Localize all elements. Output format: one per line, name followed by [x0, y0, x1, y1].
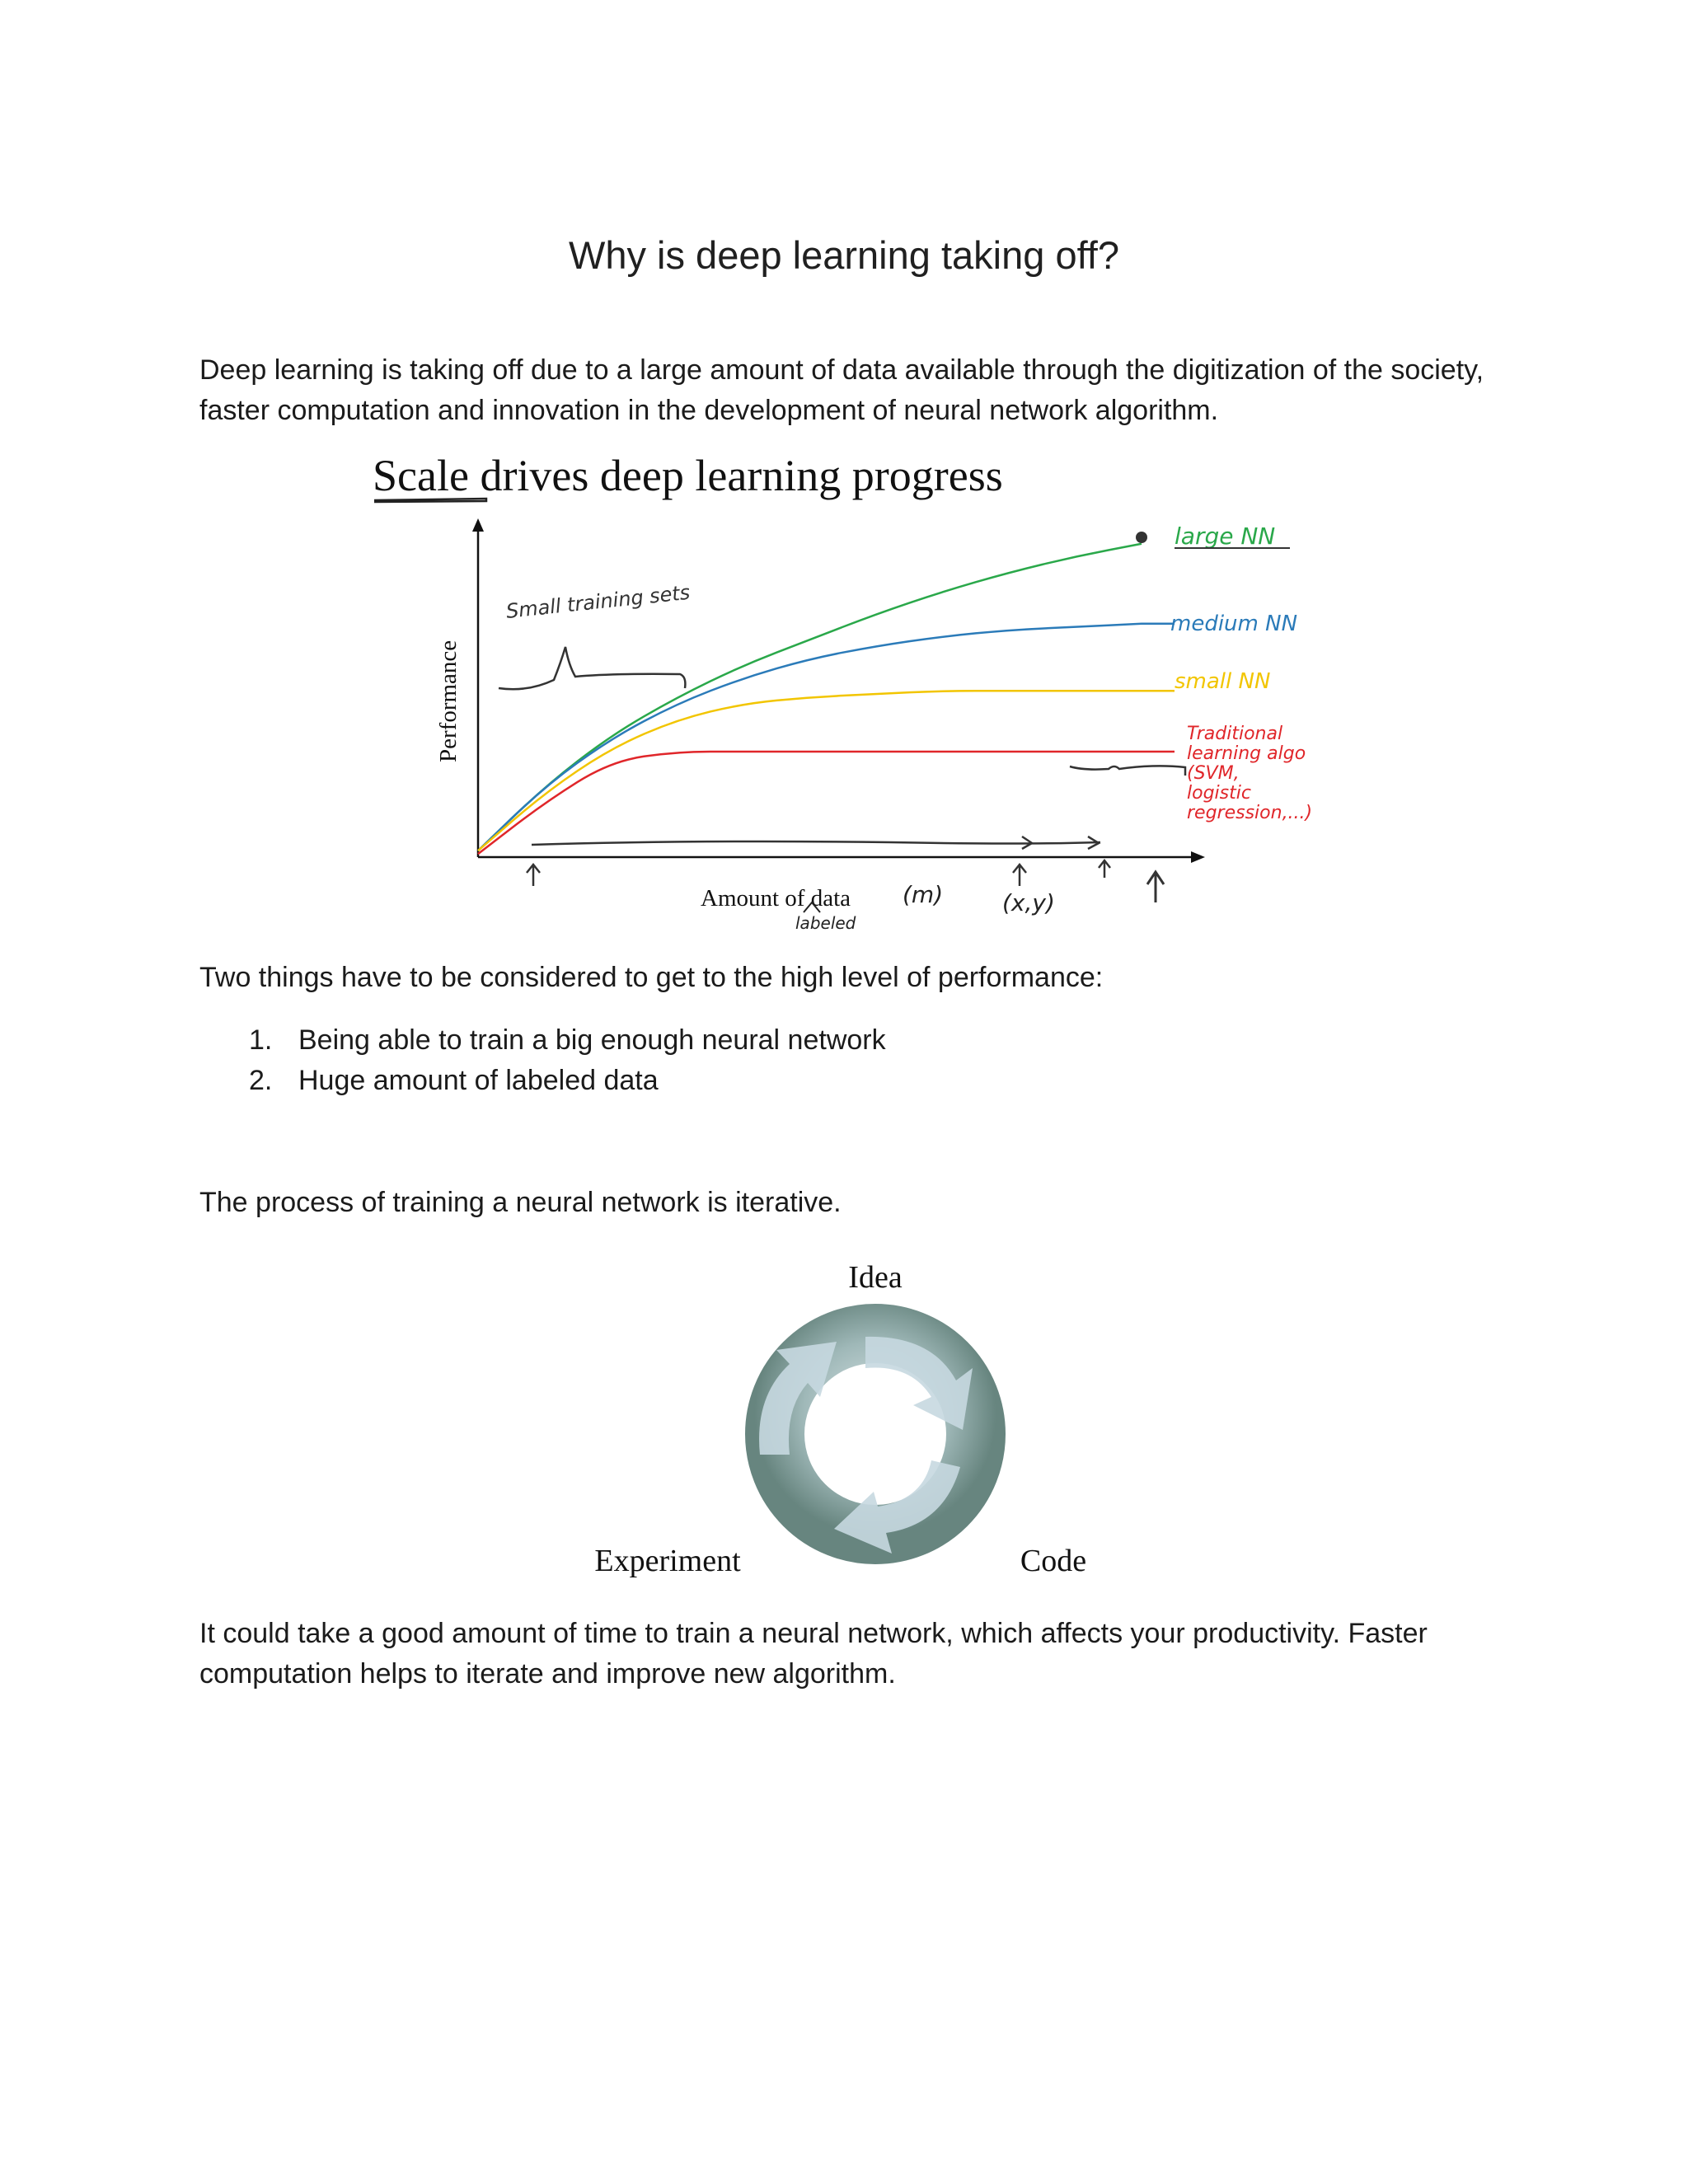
series-line [478, 624, 1175, 851]
list-text: Huge amount of labeled data [298, 1065, 659, 1096]
x-axis-arrow [1191, 851, 1205, 863]
xy-annotation: (x,y) [1002, 889, 1055, 916]
data-arrow-line [532, 841, 1100, 845]
list-number: 2. [249, 1065, 273, 1096]
series-labels [1170, 523, 1312, 823]
series-label: large NN [1175, 523, 1276, 550]
series-label: Traditional learning algo (SVM, logistic regression,...) [1187, 724, 1313, 823]
cycle-label-experiment: Experiment [594, 1544, 741, 1578]
page-title: Why is deep learning taking off? [569, 233, 1119, 277]
series-label: small NN [1175, 669, 1271, 694]
small-training-sets-note: Small training sets [504, 580, 692, 623]
cycle-label-idea: Idea [848, 1260, 903, 1295]
xy-up-arrow [1013, 865, 1026, 886]
y-axis-arrow [472, 518, 484, 532]
iterative-paragraph: The process of training a neural network is iterative. [199, 1187, 842, 1218]
list-number: 1. [249, 1024, 273, 1056]
requirements-list [199, 1020, 886, 1101]
chart-title: Scale drives deep learning progress [373, 451, 1003, 500]
large-nn-marker [1136, 532, 1147, 543]
intro-paragraph: Deep learning is taking off due to a large amount of data available through the digitization of the society, faster computation and innovation in the development of neural network algorithm. [199, 354, 1484, 426]
series-lines [478, 544, 1175, 854]
y-axis-label: Performance [435, 640, 462, 762]
large-up-arrow [1147, 872, 1164, 902]
series-label: medium NN [1170, 612, 1298, 636]
cycle-label-code: Code [1020, 1544, 1087, 1578]
series-line [478, 691, 1175, 851]
small-data-up-arrow [527, 865, 540, 886]
x-axis-label: Amount of data [701, 885, 851, 912]
title-underline [374, 499, 486, 502]
closing-paragraph: It could take a good amount of time to train a neural network, which affects your productivity. Faster computation helps to iterate and improve new algorithm. [199, 1618, 1428, 1690]
considered-paragraph: Two things have to be considered to get to the high level of performance: [199, 962, 1104, 993]
mid-up-arrow [1099, 860, 1110, 878]
cycle-diagram [569, 1244, 1129, 1591]
list-text: Being able to train a big enough neural network [298, 1024, 886, 1056]
x-axis-sub-label: labeled [795, 913, 856, 933]
list-item [199, 1061, 886, 1101]
traditional-brace [1070, 766, 1185, 776]
list-item [199, 1020, 886, 1061]
scale-chart [363, 441, 1352, 935]
x-axis-note: (m) [903, 881, 944, 908]
small-sets-brace [499, 647, 685, 689]
